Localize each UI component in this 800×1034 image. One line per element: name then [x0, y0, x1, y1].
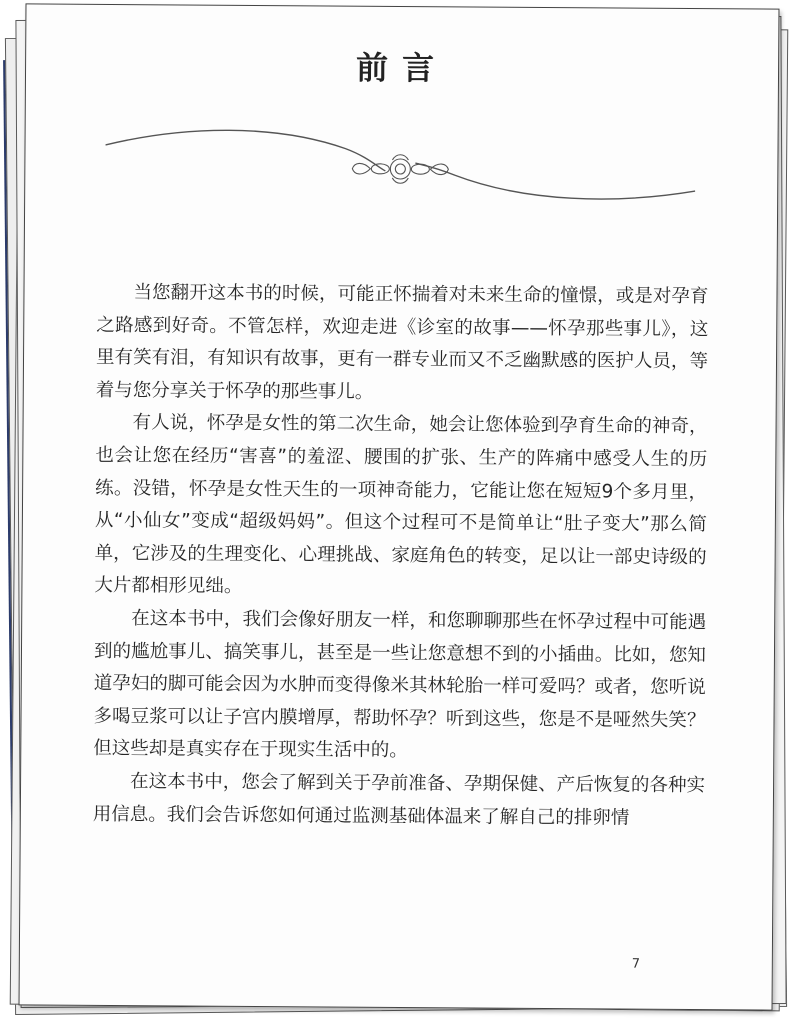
- paragraph: 当您翻开这本书的时候，可能正怀揣着对未来生命的憧憬，或是对孕育之路感到好奇。不管怎样，欢迎走进《诊室的故事——怀孕那些事儿》，这里有笑有泪，有知识有故事，更有一群专业而又不乏幽默感的医护人员，等着与您分享关于怀孕的那些事儿。: [95, 282, 709, 403]
- paragraph: 在这本书中，您会了解到关于孕前准备、孕期保健、产后恢复的各种实用信息。我们会告诉您如何通过监测基础体温来了解自己的排卵情: [92, 771, 706, 829]
- paragraph: 有人说，怀孕是女性的第二次生命，她会让您体验到孕育生命的神奇，也会让您在经历“害喜”的羞涩、腰围的扩张、生产的阵痛中感受人生的历练。没错，怀孕是女性天生的一项神奇能力，它能让您在短短9个多月里，从“小仙女”变成“超级妈妈”。但这个过程可不是简单让“肚子变大”那么简单，它涉及的生理变化、心理挑战、家庭角色的转变，足以让一部史诗级的大片都相形见绌。: [94, 412, 708, 598]
- front-page: [19, 3, 780, 1010]
- page-number: 7: [631, 956, 641, 972]
- paragraph: 在这本书中，我们会像好朋友一样，和您聊聊那些在怀孕过程中可能遇到的尴尬事儿、搞笑事儿，甚至是一些让您意想不到的小插曲。比如，您知道孕妇的脚可能会因为水肿而变得像米其林轮胎一样可爱吗？或者，您听说多喝豆浆可以让子宫内膜增厚，帮助怀孕？听到这些，您是不是哑然失笑？但这些却是真实存在于现实生活中的。: [93, 608, 707, 762]
- body-text: [93, 277, 709, 835]
- page-title: 前言: [355, 48, 449, 88]
- floral-divider-icon: [105, 125, 696, 209]
